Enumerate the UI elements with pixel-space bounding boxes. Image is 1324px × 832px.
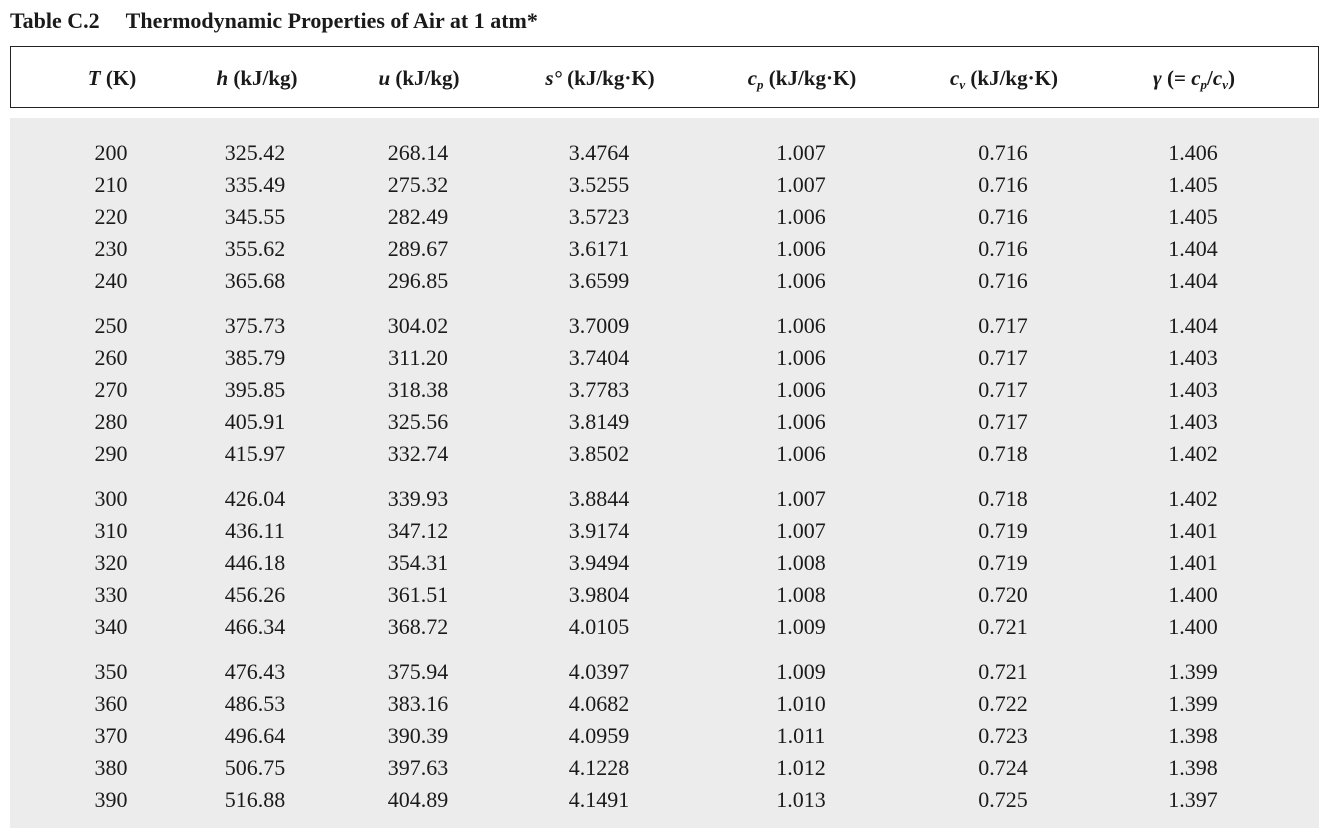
table-row [10,547,1319,579]
cell-temperature: 270 [94,377,128,402]
cell-cv: 0.724 [978,755,1028,780]
table-row [10,438,1319,470]
table-row [10,579,1319,611]
cell-cp: 1.006 [776,204,826,229]
cell-cp: 1.009 [776,659,826,684]
cell-entropy: 3.5723 [568,204,630,229]
cell-entropy: 3.6599 [568,268,630,293]
cell-temperature: 210 [94,172,128,197]
cell-gamma: 1.406 [1168,140,1218,165]
table-row [10,515,1319,547]
cell-temperature: 300 [94,486,128,511]
cell-temperature: 340 [94,614,128,639]
cell-cv: 0.716 [978,140,1028,165]
cell-entropy: 4.0397 [568,659,630,684]
cell-gamma: 1.398 [1168,755,1218,780]
cell-temperature: 200 [94,140,128,165]
cell-temperature: 360 [94,691,128,716]
table-row [10,406,1319,438]
cell-cp: 1.006 [776,409,826,434]
cell-temperature: 290 [94,441,128,466]
cell-enthalpy: 466.34 [224,614,286,639]
cell-entropy: 3.4764 [568,140,630,165]
cell-gamma: 1.404 [1168,236,1218,261]
cell-internal-energy: 368.72 [387,614,449,639]
cell-gamma: 1.401 [1168,550,1218,575]
cell-internal-energy: 361.51 [387,582,449,607]
table-row [10,611,1319,643]
cell-temperature: 310 [94,518,128,543]
cell-gamma: 1.400 [1168,582,1218,607]
cell-cv: 0.718 [978,486,1028,511]
cell-temperature: 250 [94,313,128,338]
header-enthalpy: h (kJ/kg) [216,66,298,90]
cell-enthalpy: 446.18 [224,550,286,575]
cell-cp: 1.006 [776,313,826,338]
cell-enthalpy: 456.26 [224,582,286,607]
cell-temperature: 390 [94,787,128,812]
table-row [10,137,1319,169]
cell-gamma: 1.399 [1168,691,1218,716]
cell-entropy: 3.8149 [568,409,630,434]
cell-cp: 1.006 [776,345,826,370]
cell-cv: 0.717 [978,377,1028,402]
cell-entropy: 4.0682 [568,691,630,716]
cell-internal-energy: 275.32 [387,172,449,197]
cell-enthalpy: 436.11 [225,518,285,543]
cell-cp: 1.007 [776,486,826,511]
cell-cv: 0.718 [978,441,1028,466]
cell-enthalpy: 375.73 [224,313,286,338]
cell-gamma: 1.405 [1168,172,1218,197]
cell-enthalpy: 486.53 [224,691,286,716]
table-body [10,118,1319,828]
cell-temperature: 260 [94,345,128,370]
cell-entropy: 4.0959 [568,723,630,748]
cell-cp: 1.007 [776,140,826,165]
cell-internal-energy: 375.94 [387,659,449,684]
cell-temperature: 330 [94,582,128,607]
cell-internal-energy: 390.39 [387,723,449,748]
cell-internal-energy: 383.16 [387,691,449,716]
table-row [10,342,1319,374]
cell-enthalpy: 385.79 [224,345,286,370]
cell-cv: 0.717 [978,345,1028,370]
cell-enthalpy: 496.64 [224,723,286,748]
cell-cv: 0.723 [978,723,1028,748]
cell-gamma: 1.403 [1168,409,1218,434]
cell-internal-energy: 325.56 [387,409,449,434]
cell-entropy: 4.0105 [568,614,630,639]
cell-cp: 1.012 [776,755,826,780]
cell-internal-energy: 404.89 [387,787,449,812]
cell-gamma: 1.397 [1168,787,1218,812]
cell-temperature: 280 [94,409,128,434]
cell-temperature: 380 [94,755,128,780]
cell-enthalpy: 365.68 [224,268,286,293]
cell-cv: 0.721 [978,614,1028,639]
cell-internal-energy: 347.12 [387,518,449,543]
table-number: Table C.2 [10,8,100,33]
cell-enthalpy: 335.49 [224,172,286,197]
header-cp: $c_p$ (kJ/kg·K) [747,66,857,92]
cell-temperature: 220 [94,204,128,229]
cell-temperature: 230 [94,236,128,261]
cell-internal-energy: 268.14 [387,140,449,165]
header-gamma: γ (= $c_p/c_v$) [1153,66,1235,92]
cell-cp: 1.006 [776,236,826,261]
cell-temperature: 320 [94,550,128,575]
cell-enthalpy: 516.88 [224,787,286,812]
table-row [10,656,1319,688]
cell-entropy: 3.8502 [568,441,630,466]
cell-cv: 0.717 [978,409,1028,434]
table-header [10,46,1319,108]
cell-enthalpy: 426.04 [224,486,286,511]
cell-cv: 0.716 [978,236,1028,261]
table-title: Thermodynamic Properties of Air at 1 atm* [125,8,538,33]
cell-gamma: 1.402 [1168,441,1218,466]
cell-internal-energy: 311.20 [388,345,448,370]
cell-internal-energy: 304.02 [387,313,449,338]
cell-cv: 0.722 [978,691,1028,716]
table-row [10,374,1319,406]
cell-cv: 0.717 [978,313,1028,338]
cell-cp: 1.008 [776,550,826,575]
cell-cp: 1.013 [776,787,826,812]
header-temperature: T (K) [87,66,137,90]
cell-cp: 1.007 [776,172,826,197]
table-row [10,201,1319,233]
cell-gamma: 1.405 [1168,204,1218,229]
table-row [10,233,1319,265]
cell-cp: 1.009 [776,614,826,639]
table-row [10,752,1319,784]
table-row [10,310,1319,342]
cell-internal-energy: 339.93 [387,486,449,511]
cell-internal-energy: 289.67 [387,236,449,261]
cell-cp: 1.011 [776,723,826,748]
header-entropy: s° (kJ/kg·K) [545,66,655,90]
cell-enthalpy: 476.43 [224,659,286,684]
cell-entropy: 3.5255 [568,172,630,197]
cell-cv: 0.725 [978,787,1028,812]
cell-entropy: 4.1491 [568,787,630,812]
cell-cp: 1.006 [776,441,826,466]
table-row [10,688,1319,720]
cell-cp: 1.010 [776,691,826,716]
cell-temperature: 370 [94,723,128,748]
cell-cv: 0.716 [978,268,1028,293]
cell-gamma: 1.402 [1168,486,1218,511]
cell-internal-energy: 397.63 [387,755,449,780]
cell-enthalpy: 345.55 [224,204,286,229]
cell-entropy: 3.7009 [568,313,630,338]
cell-enthalpy: 325.42 [224,140,286,165]
cell-cv: 0.721 [978,659,1028,684]
cell-gamma: 1.400 [1168,614,1218,639]
cell-cv: 0.720 [978,582,1028,607]
cell-enthalpy: 395.85 [224,377,286,402]
cell-internal-energy: 332.74 [387,441,449,466]
cell-entropy: 3.9804 [568,582,630,607]
cell-entropy: 3.9174 [568,518,630,543]
cell-gamma: 1.398 [1168,723,1218,748]
cell-internal-energy: 318.38 [387,377,449,402]
cell-cv: 0.719 [978,518,1028,543]
cell-gamma: 1.399 [1168,659,1218,684]
cell-cp: 1.006 [776,377,826,402]
cell-enthalpy: 355.62 [224,236,286,261]
table-caption [10,8,538,34]
cell-entropy: 3.7404 [568,345,630,370]
table-row [10,265,1319,297]
cell-enthalpy: 405.91 [224,409,286,434]
cell-cv: 0.716 [978,172,1028,197]
cell-gamma: 1.403 [1168,377,1218,402]
cell-entropy: 3.8844 [568,486,630,511]
cell-cp: 1.006 [776,268,826,293]
cell-entropy: 4.1228 [568,755,630,780]
header-cv: $c_v$ (kJ/kg·K) [950,66,1058,92]
cell-entropy: 3.9494 [568,550,630,575]
cell-temperature: 240 [94,268,128,293]
table-row [10,483,1319,515]
cell-internal-energy: 296.85 [387,268,449,293]
cell-gamma: 1.404 [1168,268,1218,293]
table-row [10,720,1319,752]
table-row [10,784,1319,816]
cell-internal-energy: 354.31 [387,550,449,575]
cell-cv: 0.716 [978,204,1028,229]
cell-cp: 1.007 [776,518,826,543]
cell-entropy: 3.6171 [568,236,630,261]
cell-cv: 0.719 [978,550,1028,575]
cell-gamma: 1.401 [1168,518,1218,543]
cell-temperature: 350 [94,659,128,684]
cell-cp: 1.008 [776,582,826,607]
table-row [10,169,1319,201]
cell-entropy: 3.7783 [568,377,630,402]
cell-enthalpy: 506.75 [224,755,286,780]
cell-gamma: 1.403 [1168,345,1218,370]
cell-internal-energy: 282.49 [387,204,449,229]
cell-gamma: 1.404 [1168,313,1218,338]
cell-enthalpy: 415.97 [224,441,286,466]
header-internal-energy: u (kJ/kg) [378,66,460,90]
